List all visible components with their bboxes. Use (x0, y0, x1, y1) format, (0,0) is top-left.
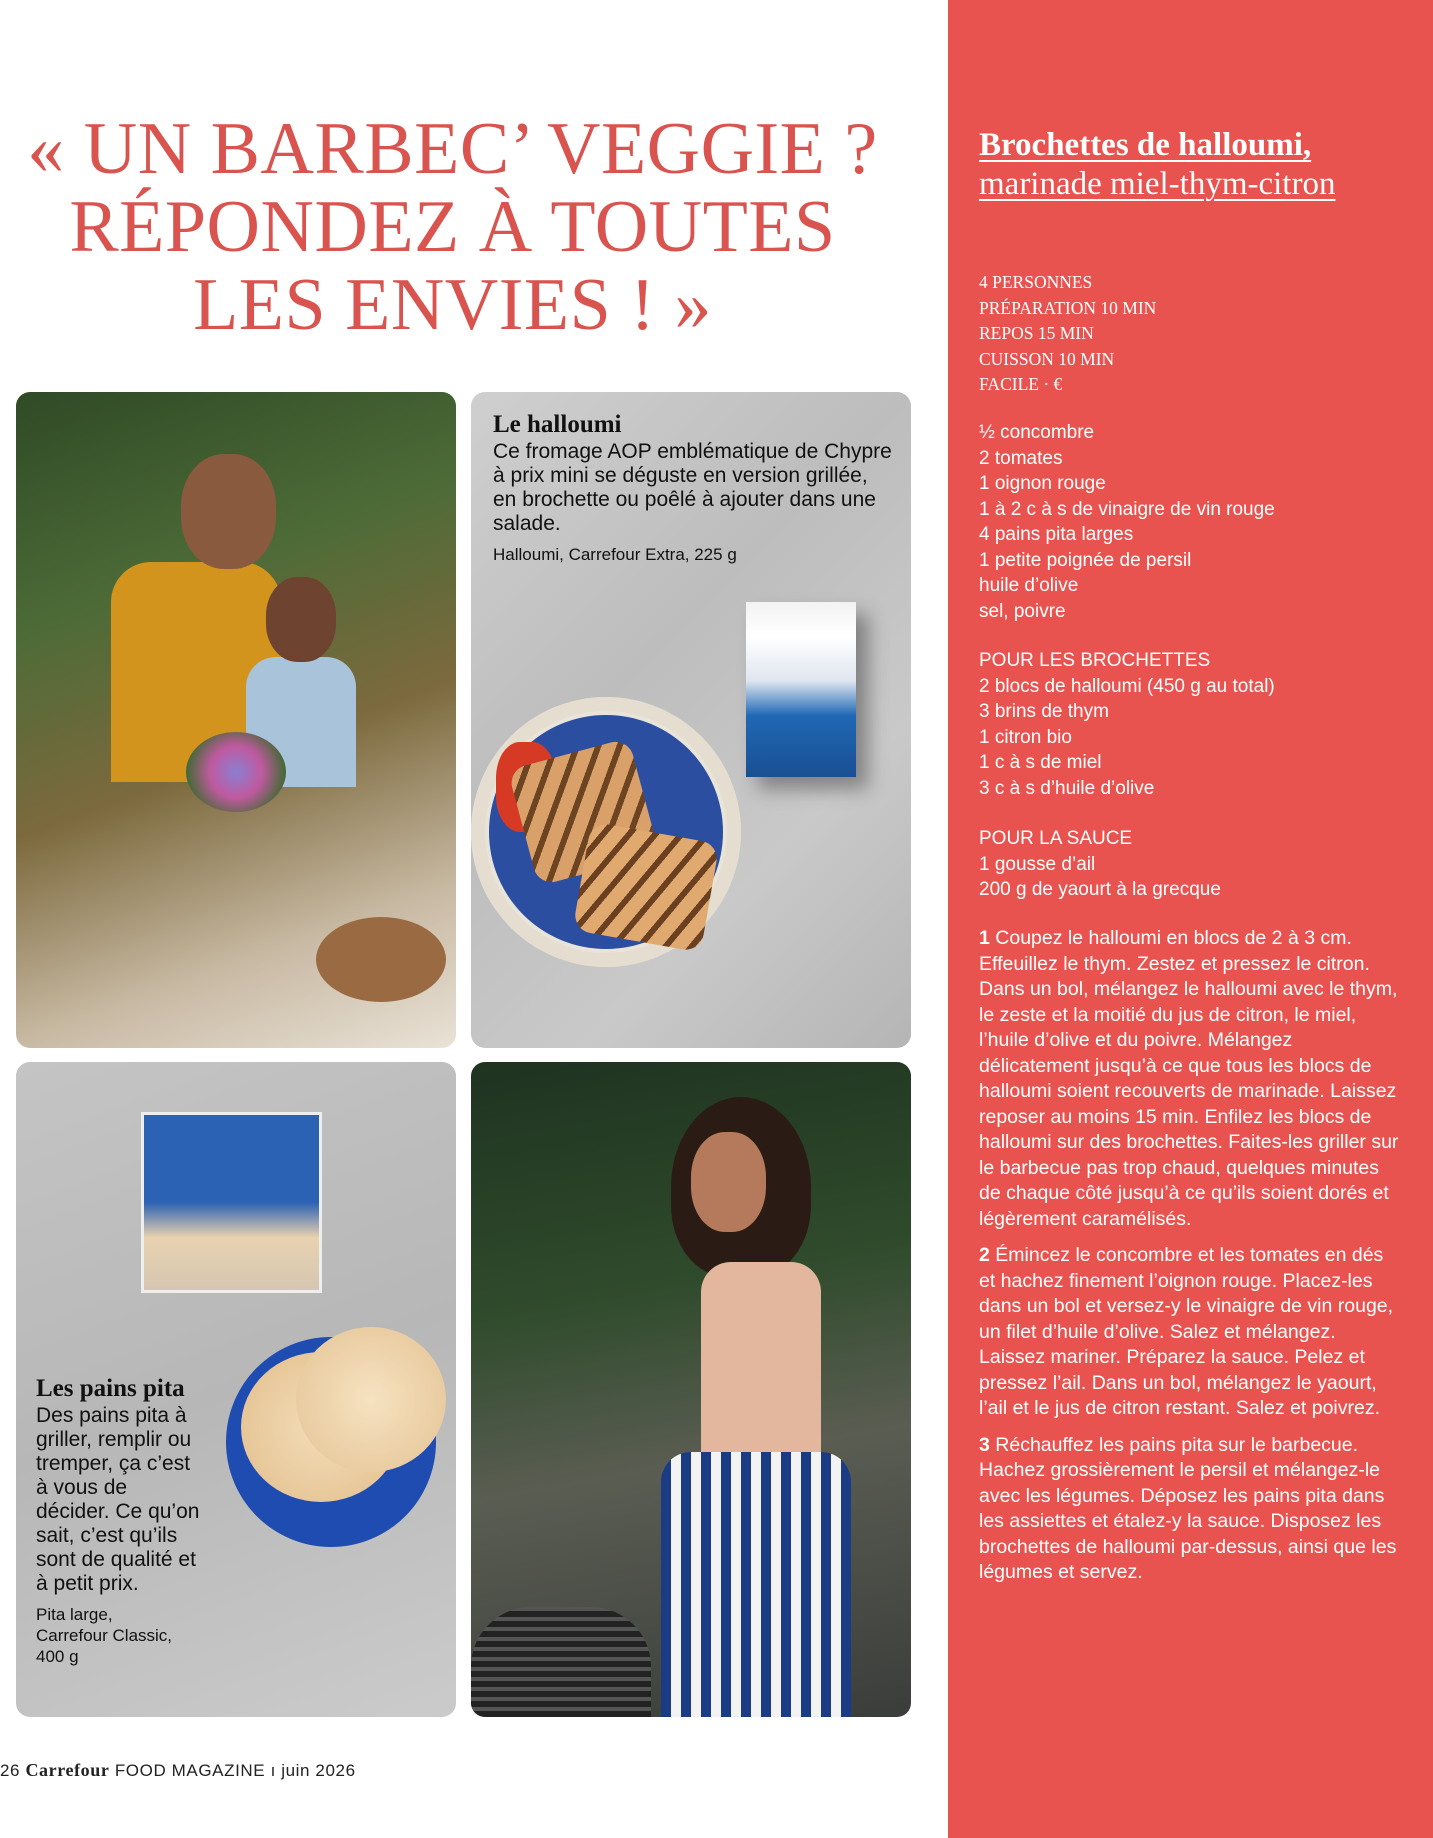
child-face (266, 577, 336, 662)
ingredient-name: sel, poivre (979, 600, 1066, 622)
halloumi-caption-title: Le halloumi (493, 411, 622, 438)
brochettes-ingredients (979, 648, 1419, 801)
ingredient-quantity: 200 g (979, 879, 1032, 900)
woman-barbecue-photo (471, 1062, 911, 1717)
step-text: Réchauffez les pains pita sur le barbecue. Hachez grossièrement le persil et mélangez-le avec les légumes. Déposez les pains pita dans les assiettes et étalez-y la sauce. Disposez les brochettes de halloumi par-dessus, ainsi que les légumes et servez. (979, 1433, 1397, 1583)
ingredient-name: oignon rouge (994, 473, 1106, 494)
ingredient-item (979, 497, 1419, 523)
recipe-step (979, 1433, 1404, 1586)
recipe-steps (979, 926, 1404, 1597)
ingredient-item (979, 877, 1419, 903)
recipe-title-rest: marinade miel-thym-citron (979, 166, 1336, 202)
woman-top (701, 1262, 821, 1462)
recipe-step (979, 926, 1404, 1232)
ingredient-item (979, 674, 1419, 700)
brochettes-heading: POUR LES BROCHETTES (979, 650, 1211, 671)
ingredient-name: blocs de halloumi (450 g au total) (994, 675, 1275, 697)
ingredient-quantity: 1 (979, 752, 995, 773)
grilled-halloumi-slice (572, 822, 719, 953)
headline-line-3: LES ENVIES ! » (193, 264, 712, 346)
recipe-step (979, 1243, 1404, 1422)
ingredient-quantity: 1 (979, 726, 995, 748)
pita-caption (36, 1376, 206, 1667)
ingredient-item (979, 699, 1419, 725)
ingredient-name: tomates (994, 447, 1063, 469)
ingredient-name: petite poignée de persil (994, 549, 1192, 571)
ingredient-name: c à s de vinaigre de vin rouge (1026, 498, 1275, 520)
sauce-heading: POUR LA SAUCE (979, 828, 1133, 849)
recipe-meta-item: 4 PERSONNES (979, 272, 1093, 292)
ingredient-item (979, 776, 1419, 802)
pita-photo (16, 1062, 456, 1717)
page-footer (0, 1760, 356, 1781)
ingredient-item (979, 725, 1419, 751)
recipe-meta-item: FACILE · € (979, 374, 1063, 394)
pita-product-line: Carrefour Classic, (36, 1626, 173, 1645)
family-barbecue-photo (16, 392, 456, 1048)
ingredient-item (979, 852, 1419, 878)
ingredient-quantity: 1 (979, 473, 995, 494)
ingredient-name: c à s de miel (994, 752, 1102, 773)
man-face (181, 454, 276, 569)
headline-line-1: « UN BARBEC’ VEGGIE ? (27, 108, 878, 190)
ingredient-name: concombre (1000, 422, 1095, 443)
ingredient-item (979, 599, 1419, 625)
ingredient-quantity: 4 (979, 524, 995, 545)
footer-brand: Carrefour (25, 1760, 110, 1780)
headline-line-2: RÉPONDEZ À TOUTES (69, 186, 836, 268)
recipe-title (979, 126, 1419, 204)
footer-issue: juin 2026 (281, 1761, 356, 1780)
recipe-meta-item: REPOS 15 MIN (979, 323, 1094, 343)
ingredient-name: pains pita larges (994, 524, 1134, 545)
striped-skirt (661, 1452, 851, 1717)
brochettes-list (979, 674, 1419, 802)
pita-product-reference (36, 1604, 206, 1667)
halloumi-photo (471, 392, 911, 1048)
pita-bread (296, 1327, 446, 1472)
ingredient-quantity: 1 (979, 853, 995, 875)
pita-caption-body: Des pains pita à griller, remplir ou tremper, ça c’est à vous de décider. Ce qu’on sait, c’est qu’ils sont de qualité et à petit prix. (36, 1404, 200, 1595)
step-text: Coupez le halloumi en blocs de 2 à 3 cm. Effeuillez le thym. Zestez et pressez le citron. Dans un bol, mélangez le halloumi avec le thym, le zeste et la moitié du jus de citron, le miel, l’huile d’olive et du poivre. Mélangez délicatement jusqu’à ce que tous les blocs de halloumi soient recouverts de marinade. Laissez reposer au moins 15 min. Enfilez les blocs de halloumi sur des brochettes. Faites-les griller sur le barbecue pas trop chaud, quelques minutes de chaque côté jusqu’à ce qu’ils soient dorés et légèrement caramélisés. (979, 927, 1399, 1230)
ingredient-name: citron bio (994, 726, 1072, 748)
recipe-meta-item: CUISSON 10 MIN (979, 348, 1115, 369)
recipe-panel (948, 0, 1433, 1838)
step-number: 2 (979, 1244, 996, 1266)
pita-product-line: Pita large, (36, 1605, 113, 1624)
page-number: 26 (0, 1761, 21, 1780)
ingredient-quantity: 1 à 2 (979, 498, 1027, 520)
ingredient-name: c à s d’huile d’olive (994, 777, 1155, 799)
recipe-meta (979, 270, 1156, 398)
ingredient-quantity: 3 (979, 701, 995, 722)
ingredient-item (979, 522, 1419, 548)
ingredient-item (979, 573, 1419, 599)
halloumi-package (746, 602, 856, 777)
bread-rolls (316, 917, 446, 1002)
pita-product-line: 400 g (36, 1647, 79, 1666)
ingredient-name: gousse d’ail (994, 853, 1096, 875)
ingredient-quantity: 2 (979, 675, 995, 697)
footer-separator: ı (270, 1761, 276, 1780)
footer-magazine: FOOD MAGAZINE (114, 1761, 266, 1780)
ingredient-quantity: 1 (979, 549, 995, 571)
step-text: Émincez le concombre et les tomates en dés et hachez finement l’oignon rouge. Placez-les dans un bol et versez-y le vinaigre de vin rouge, un filet d’huile d’olive. Salez et mélangez. Laissez mariner. Préparez la sauce. Pelez et pressez l’ail. Dans un bol, mélangez le yaourt, l’ail et le jus de citron restant. Salez et poivrez. (979, 1244, 1394, 1419)
woman-face (691, 1132, 766, 1232)
step-number: 3 (979, 1433, 996, 1456)
sauce-list (979, 852, 1419, 903)
flower-bouquet (186, 732, 286, 812)
ingredient-quantity: 2 (979, 447, 995, 469)
ingredient-item (979, 446, 1419, 472)
ingredient-name: huile d’olive (979, 575, 1079, 596)
halloumi-caption-body: Ce fromage AOP emblématique de Chypre à prix mini se déguste en version grillée, en brochette ou poêlé à ajouter dans une salade. (493, 440, 892, 535)
halloumi-product-reference: Halloumi, Carrefour Extra, 225 g (493, 545, 737, 564)
ingredient-name: de yaourt à la grecque (1031, 879, 1221, 900)
ingredient-item (979, 750, 1419, 776)
ingredient-item (979, 548, 1419, 574)
ingredient-quantity: 3 (979, 777, 995, 799)
recipe-meta-item: PRÉPARATION 10 MIN (979, 297, 1157, 318)
sauce-ingredients (979, 826, 1419, 903)
ingredient-quantity: ½ (979, 422, 1001, 443)
page-headline (0, 110, 905, 344)
halloumi-caption (493, 412, 893, 565)
pita-caption-title: Les pains pita (36, 1375, 185, 1402)
ingredient-item (979, 471, 1419, 497)
step-number: 1 (979, 927, 996, 949)
barbecue-grill (471, 1607, 651, 1717)
ingredient-item (979, 420, 1419, 446)
recipe-title-bold: Brochettes de halloumi, (979, 127, 1312, 163)
ingredient-list (979, 420, 1419, 624)
pita-package (141, 1112, 322, 1293)
ingredient-name: brins de thym (994, 701, 1109, 722)
